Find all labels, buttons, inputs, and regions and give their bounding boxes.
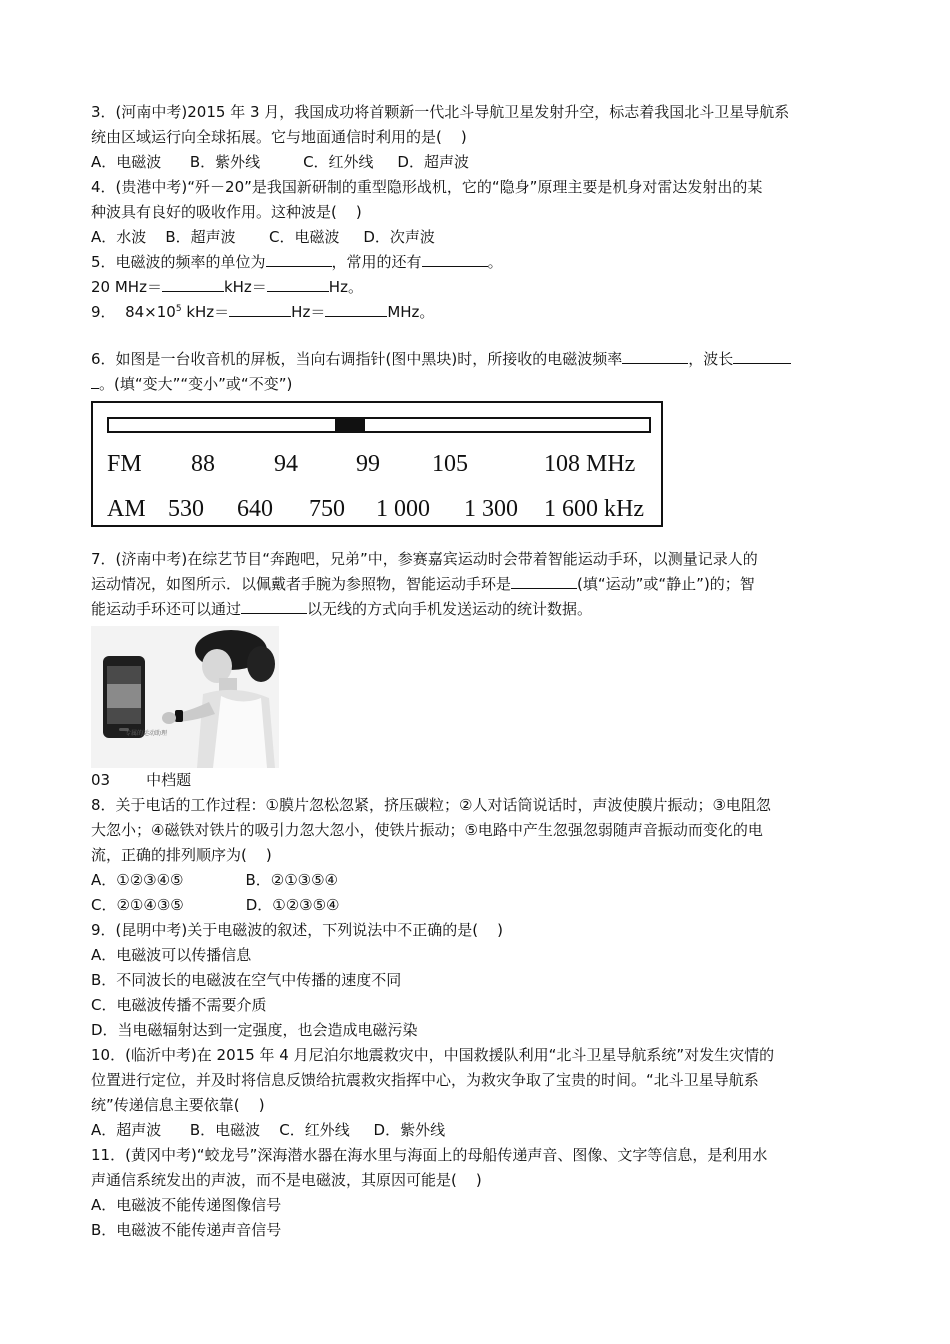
q4-stem-line1: 4．(贵港中考)“歼－20”是我国新研制的重型隐形战机，它的“隐身”原理主要是机身对雷达发射出的某	[91, 178, 763, 196]
q9-stem: 9．(昆明中考)关于电磁波的叙述，下列说法中不正确的是( )	[91, 921, 504, 939]
q4-options: A．水波 B．超声波 C．电磁波 D．次声波	[91, 228, 435, 246]
q5-line3	[91, 300, 861, 325]
q4-stem-line2: 种波具有良好的吸收作用。这种波是( )	[91, 203, 362, 221]
q5-l3-d: MHz。	[387, 303, 435, 321]
q5-text-a: 5．电磁波的频率的单位为	[91, 253, 266, 271]
q11-option-b: B．电磁波不能传递声音信号	[91, 1221, 282, 1239]
q5-blank-hz[interactable]	[267, 275, 329, 292]
q3-stem-line2: 统由区域运行向全球拓展。它与地面通信时利用的是( )	[91, 128, 467, 146]
q7-blank-motion[interactable]	[511, 572, 577, 589]
question-list	[91, 100, 861, 1243]
dial-am-1000: 1 000	[376, 496, 430, 522]
q5-text-c: 。	[487, 253, 503, 271]
q6-blank-wavelength[interactable]	[733, 347, 791, 364]
dial-fm-88: 88	[191, 451, 215, 477]
q7-l3-a: 能运动手环还可以通过	[91, 600, 242, 618]
q5-l2-c: Hz。	[328, 278, 363, 296]
section-title: 中档题	[146, 771, 192, 789]
q10-line2: 位置进行定位，并及时将信息反馈给抗震救灾指挥中心，为救灾争取了宝贵的时间。“北斗卫星导航系	[91, 1071, 759, 1089]
q6-blank-frequency[interactable]	[622, 347, 688, 364]
q6-text-c: 。(填“变大”“变小”或“不变”)	[99, 375, 293, 393]
dial-am-530: 530	[168, 496, 204, 522]
q5-text-b: ，常用的还有	[331, 253, 422, 271]
q8-options-ab: A．①②③④⑤ B．②①③⑤④	[91, 871, 339, 889]
dial-fm-99: 99	[356, 451, 380, 477]
q6-text-a: 6．如图是一台收音机的屏板，当向右调指针(图中黑块)时，所接收的电磁波频率	[91, 350, 623, 368]
q5-blank-hz-2[interactable]	[229, 300, 291, 317]
q5-blank-other-units[interactable]	[422, 250, 488, 267]
q6-line2	[91, 372, 861, 397]
q5-line2	[91, 275, 861, 300]
q5-l3-exponent: 5	[175, 304, 182, 314]
q6-text-b: ，波长	[688, 350, 734, 368]
q8-line2: 大忽小；④磁铁对铁片的吸引力忽大忽小，使铁片振动；⑤电路中产生忽强忽弱随声音振动而变化的电	[91, 821, 763, 839]
q5-blank-unit[interactable]	[266, 250, 332, 267]
section-header	[91, 768, 861, 793]
q10-line1: 10．(临沂中考)在 2015 年 4 月尼泊尔地震救灾中，中国救援队利用“北斗卫星导航系统”对发生灾情的	[91, 1046, 775, 1064]
runner-photo-drawing	[91, 626, 279, 768]
q9-option-d: D．当电磁辐射达到一定强度，也会造成电磁污染	[91, 1021, 418, 1039]
photo-caption: 专属的运动助理	[125, 730, 168, 737]
q9-option-b: B．不同波长的电磁波在空气中传播的速度不同	[91, 971, 402, 989]
q7-blank-wireless[interactable]	[241, 597, 307, 614]
dial-fm-105: 105	[432, 451, 468, 477]
q5-line1	[91, 250, 861, 275]
q7-line3	[91, 597, 861, 622]
dial-fm-94: 94	[274, 451, 298, 477]
q3-options: A．电磁波 B．紫外线 C．红外线 D．超声波	[91, 153, 469, 171]
q11-line1: 11．(黄冈中考)“蛟龙号”深海潜水器在海水里与海面上的母船传递声音、图像、文字等信息，是利用水	[91, 1146, 768, 1164]
q5-l3-a: 9． 84×10	[91, 303, 176, 321]
dial-fm-label: FM	[107, 451, 142, 477]
dial-am-640: 640	[237, 496, 273, 522]
dial-am-750: 750	[309, 496, 345, 522]
radio-dial-figure	[91, 401, 663, 527]
q9-option-c: C．电磁波传播不需要介质	[91, 996, 267, 1014]
dial-am-1600: 1 600 kHz	[544, 496, 644, 522]
q5-l3-c: Hz＝	[291, 303, 326, 321]
q7-line1: 7．(济南中考)在综艺节目“奔跑吧，兄弟”中，参赛嘉宾运动时会带着智能运动手环，以测量记录人的	[91, 550, 758, 568]
q9-option-a: A．电磁波可以传播信息	[91, 946, 252, 964]
q3-stem-line1: 3．(河南中考)2015 年 3 月，我国成功将首颗新一代北斗导航卫星发射升空，标志着我国北斗卫星导航系	[91, 103, 790, 121]
q8-options-cd: C．②①④③⑤ D．①②③⑤④	[91, 896, 340, 914]
dial-pointer	[335, 419, 365, 431]
q6-line1	[91, 347, 861, 372]
dial-am-1300: 1 300	[464, 496, 518, 522]
dial-fm-108: 108 MHz	[544, 451, 636, 477]
q7-l2-a: 运动情况，如图所示．以佩戴者手腕为参照物，智能运动手环是	[91, 575, 512, 593]
q8-line1: 8．关于电话的工作过程：①膜片忽松忽紧，挤压碳粒；②人对话筒说话时，声波使膜片振动；③电阻忽	[91, 796, 771, 814]
runner-smart-band-photo	[91, 626, 279, 768]
q10-options: A．超声波 B．电磁波 C．红外线 D．紫外线	[91, 1121, 446, 1139]
q5-l2-a: 20 MHz＝	[91, 278, 162, 296]
dial-am-label: AM	[107, 496, 146, 522]
q11-option-a: A．电磁波不能传递图像信号	[91, 1196, 282, 1214]
spacer	[91, 325, 861, 347]
q7-l3-b: 以无线的方式向手机发送运动的统计数据。	[307, 600, 593, 618]
q8-line3: 流，正确的排列顺序为( )	[91, 846, 272, 864]
q5-l2-b: kHz＝	[223, 278, 267, 296]
q6-blank-wavelength-cont	[91, 372, 99, 389]
q5-blank-khz[interactable]	[162, 275, 224, 292]
section-number: 03	[91, 771, 111, 789]
q5-l3-b: kHz＝	[181, 303, 230, 321]
q7-l2-b: (填“运动”或“静止”)的；智	[577, 575, 755, 593]
q11-line2: 声通信系统发出的声波，而不是电磁波，其原因可能是( )	[91, 1171, 482, 1189]
q10-line3: 统”传递信息主要依靠( )	[91, 1096, 265, 1114]
dial-track	[107, 417, 651, 433]
q5-blank-mhz[interactable]	[325, 300, 387, 317]
q7-line2	[91, 572, 861, 597]
spacer	[91, 527, 861, 547]
